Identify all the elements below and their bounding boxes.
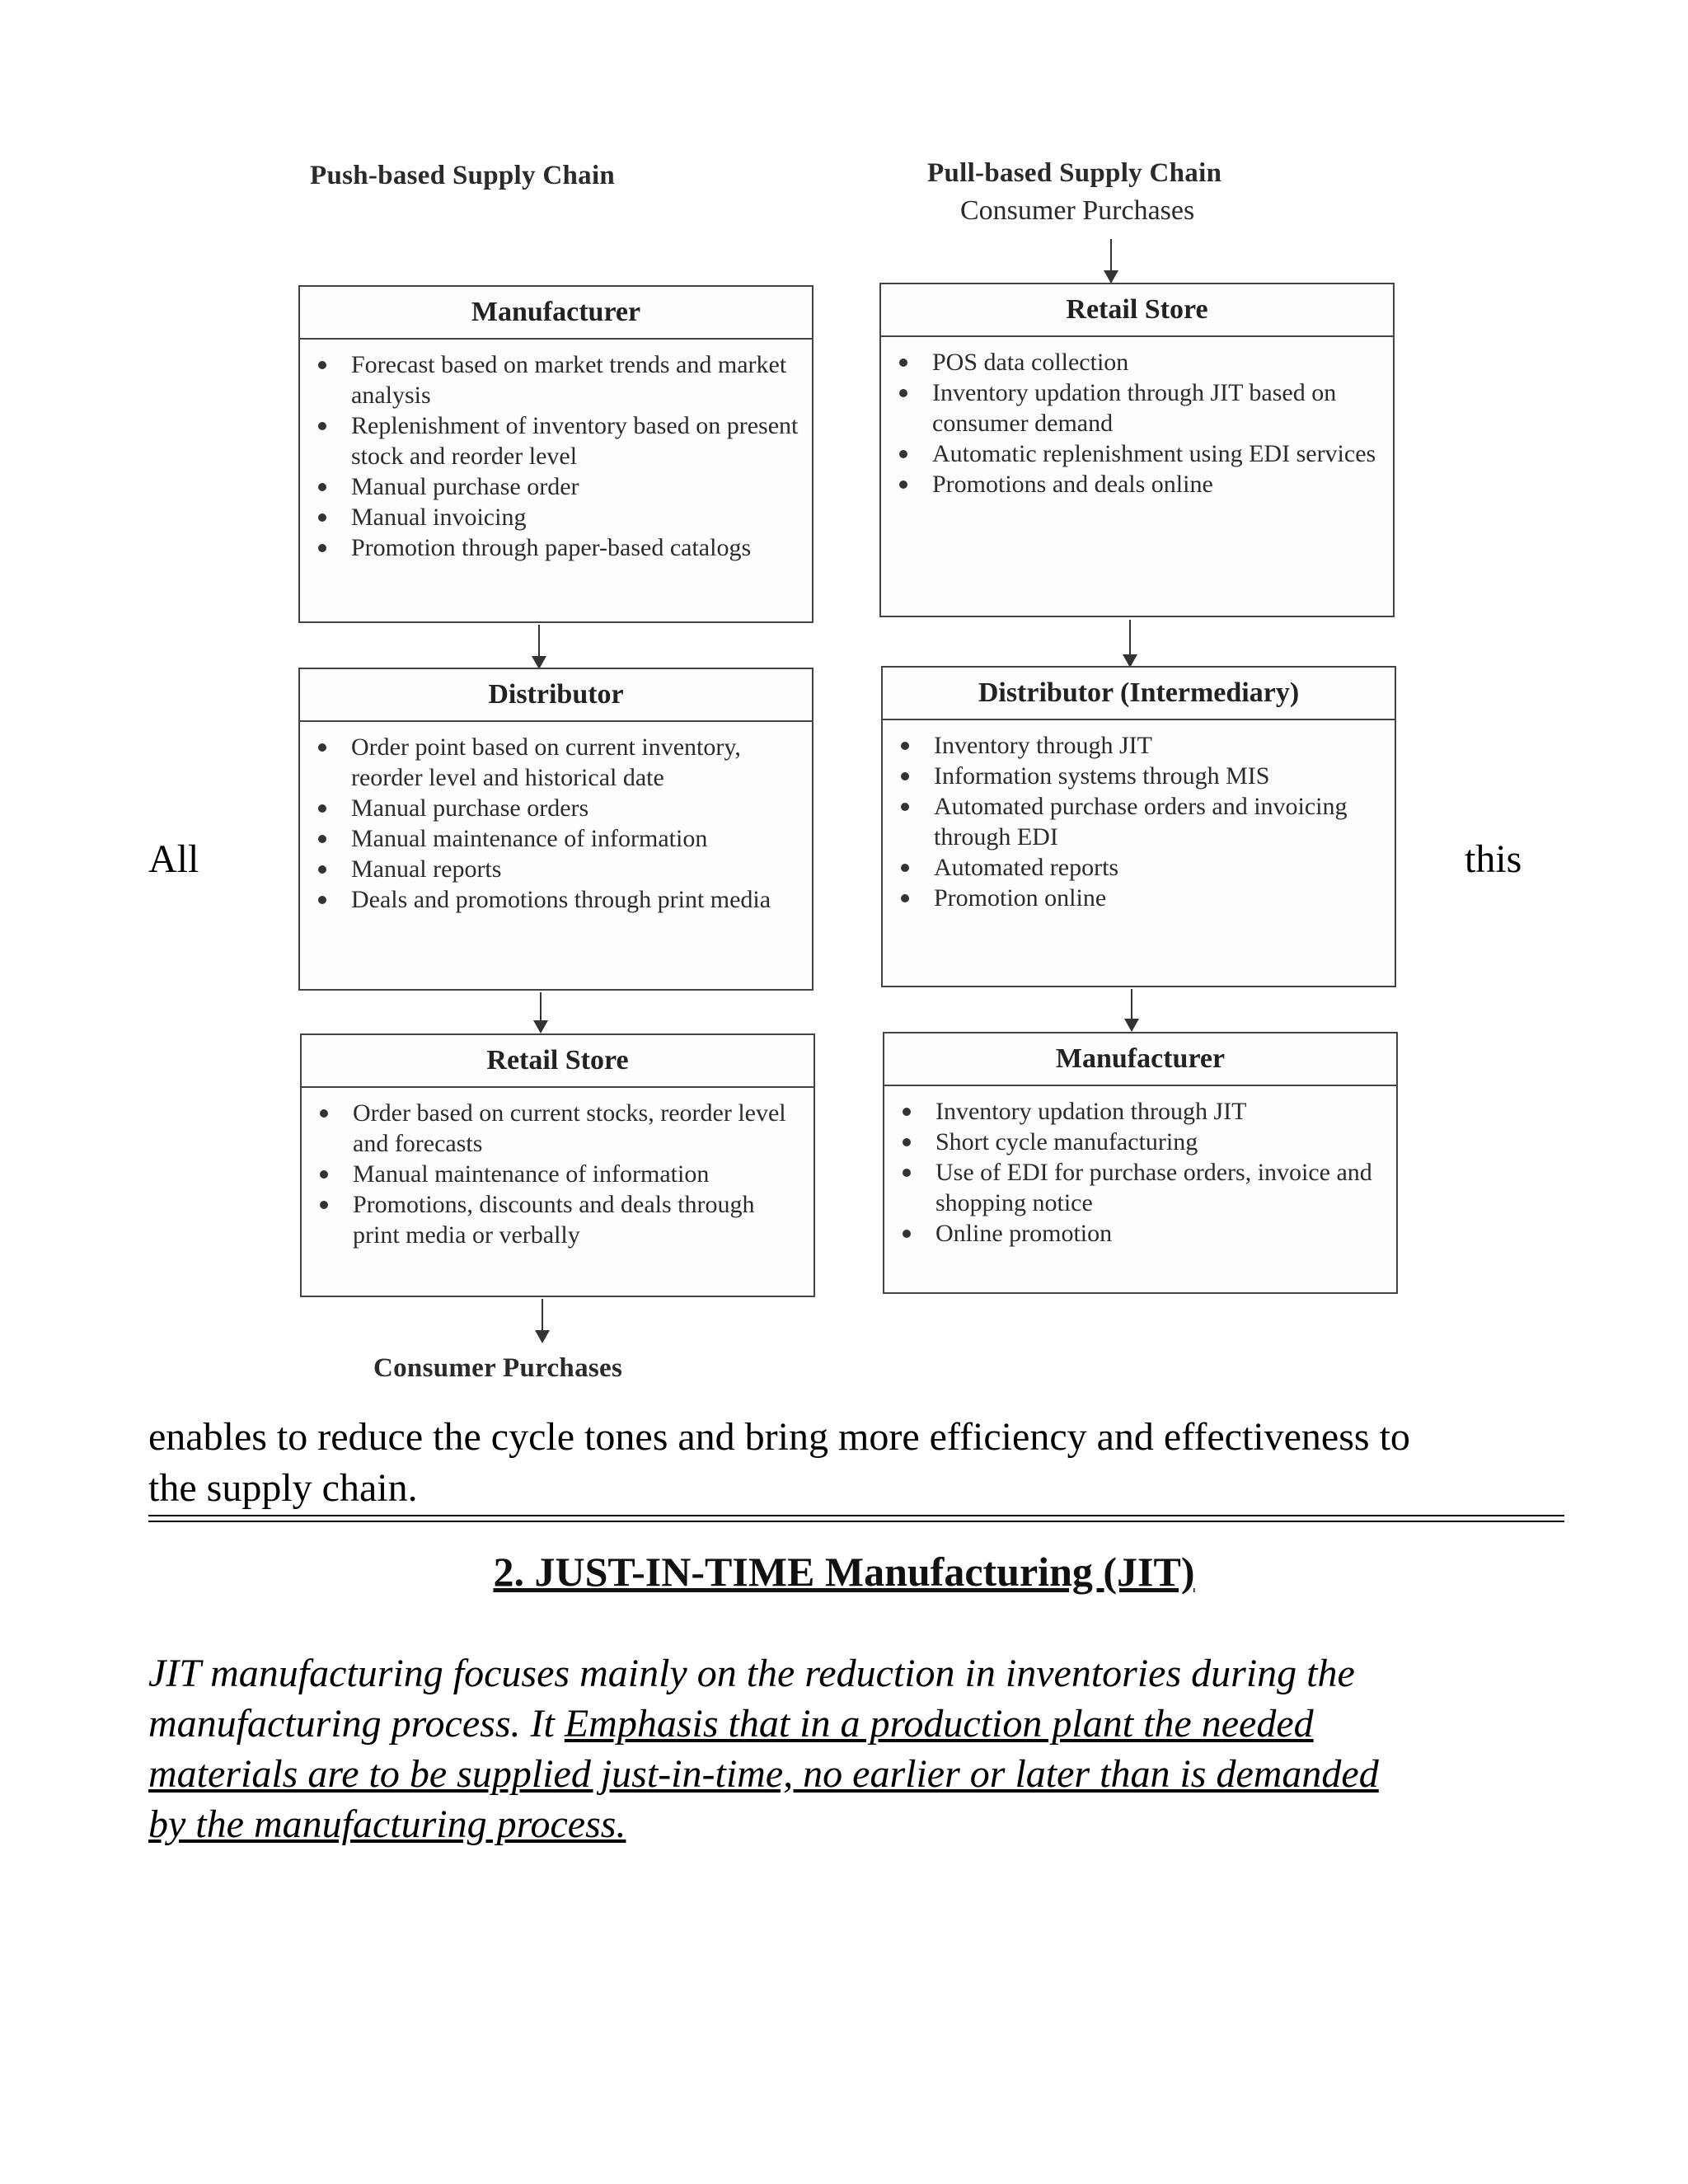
push-retail-store-box <box>300 1033 815 1297</box>
text-span-underlined: Emphasis that in a production plant the needed <box>564 1702 1314 1746</box>
push-chain-title: Push-based Supply Chain <box>310 161 616 190</box>
list-item: Manual maintenance of information <box>351 823 800 854</box>
list-item: Promotions and deals online <box>932 469 1381 499</box>
list-item: Manual reports <box>351 854 800 884</box>
push-end-label: Consumer Purchases <box>373 1353 623 1383</box>
arrow-down-icon <box>1110 239 1112 282</box>
side-text-left: All <box>148 837 199 881</box>
list-item: Order based on current stocks, reorder level and forecasts <box>353 1098 802 1159</box>
list-item: Online promotion <box>935 1218 1385 1249</box>
list-item: Inventory through JIT <box>934 730 1383 761</box>
list-item: Promotion online <box>934 883 1383 913</box>
list-item: Replenishment of inventory based on present stock and reorder level <box>351 410 800 471</box>
pull-manufacturer-box <box>883 1032 1398 1294</box>
box-header: Distributor (Intermediary) <box>883 668 1395 720</box>
list-item: Forecast based on market trends and market analysis <box>351 349 800 410</box>
divider <box>148 1515 1564 1516</box>
pull-start-label: Consumer Purchases <box>960 195 1195 226</box>
box-header: Retail Store <box>881 284 1393 337</box>
arrow-down-icon <box>1129 620 1131 666</box>
arrow-down-icon <box>542 1299 543 1342</box>
list-item: Manual invoicing <box>351 502 800 532</box>
box-header: Manufacturer <box>884 1033 1396 1086</box>
list-item: Use of EDI for purchase orders, invoice and shopping notice <box>935 1157 1385 1218</box>
paragraph-line: materials are to be supplied just-in-time, no earlier or later than is demanded <box>148 1752 1379 1796</box>
side-text-right: this <box>1465 837 1522 881</box>
arrow-down-icon <box>538 625 540 668</box>
box-header: Retail Store <box>302 1035 814 1088</box>
list-item: Inventory updation through JIT based on consumer demand <box>932 377 1381 438</box>
paragraph-line: by the manufacturing process. <box>148 1802 626 1846</box>
divider <box>148 1521 1564 1522</box>
arrow-down-icon <box>540 992 542 1032</box>
list-item: Promotions, discounts and deals through print media or verbally <box>353 1189 802 1250</box>
paragraph-line <box>148 1701 1314 1746</box>
pull-chain-title: Pull-based Supply Chain <box>927 158 1222 188</box>
pull-distributor-box <box>881 666 1396 987</box>
list-item: Information systems through MIS <box>934 761 1383 791</box>
list-item: Manual purchase order <box>351 471 800 502</box>
box-header: Manufacturer <box>300 287 812 340</box>
heading-wrap <box>0 1548 1688 1596</box>
list-item: Deals and promotions through print media <box>351 884 800 915</box>
list-item: Manual purchase orders <box>351 793 800 823</box>
pull-retail-store-box <box>879 283 1395 617</box>
list-item: POS data collection <box>932 347 1381 377</box>
list-item: Order point based on current inventory, reorder level and historical date <box>351 732 800 793</box>
paragraph-line: the supply chain. <box>148 1466 418 1510</box>
list-item: Promotion through paper-based catalogs <box>351 532 800 563</box>
arrow-down-icon <box>1131 989 1132 1030</box>
box-header: Distributor <box>300 669 812 722</box>
push-distributor-box <box>298 668 814 991</box>
list-item: Short cycle manufacturing <box>935 1127 1385 1157</box>
list-item: Automated purchase orders and invoicing through EDI <box>934 791 1383 852</box>
paragraph-line: JIT manufacturing focuses mainly on the reduction in inventories during the <box>148 1652 1355 1695</box>
section-heading: 2. JUST-IN-TIME Manufacturing (JIT) <box>493 1549 1195 1595</box>
list-item: Inventory updation through JIT <box>935 1096 1385 1127</box>
list-item: Automated reports <box>934 852 1383 883</box>
list-item: Manual maintenance of information <box>353 1159 802 1189</box>
text-span: manufacturing process. It <box>148 1702 565 1746</box>
paragraph-line: enables to reduce the cycle tones and bring more efficiency and effectiveness to <box>148 1415 1410 1459</box>
push-manufacturer-box <box>298 285 814 623</box>
list-item: Automatic replenishment using EDI services <box>932 438 1381 469</box>
